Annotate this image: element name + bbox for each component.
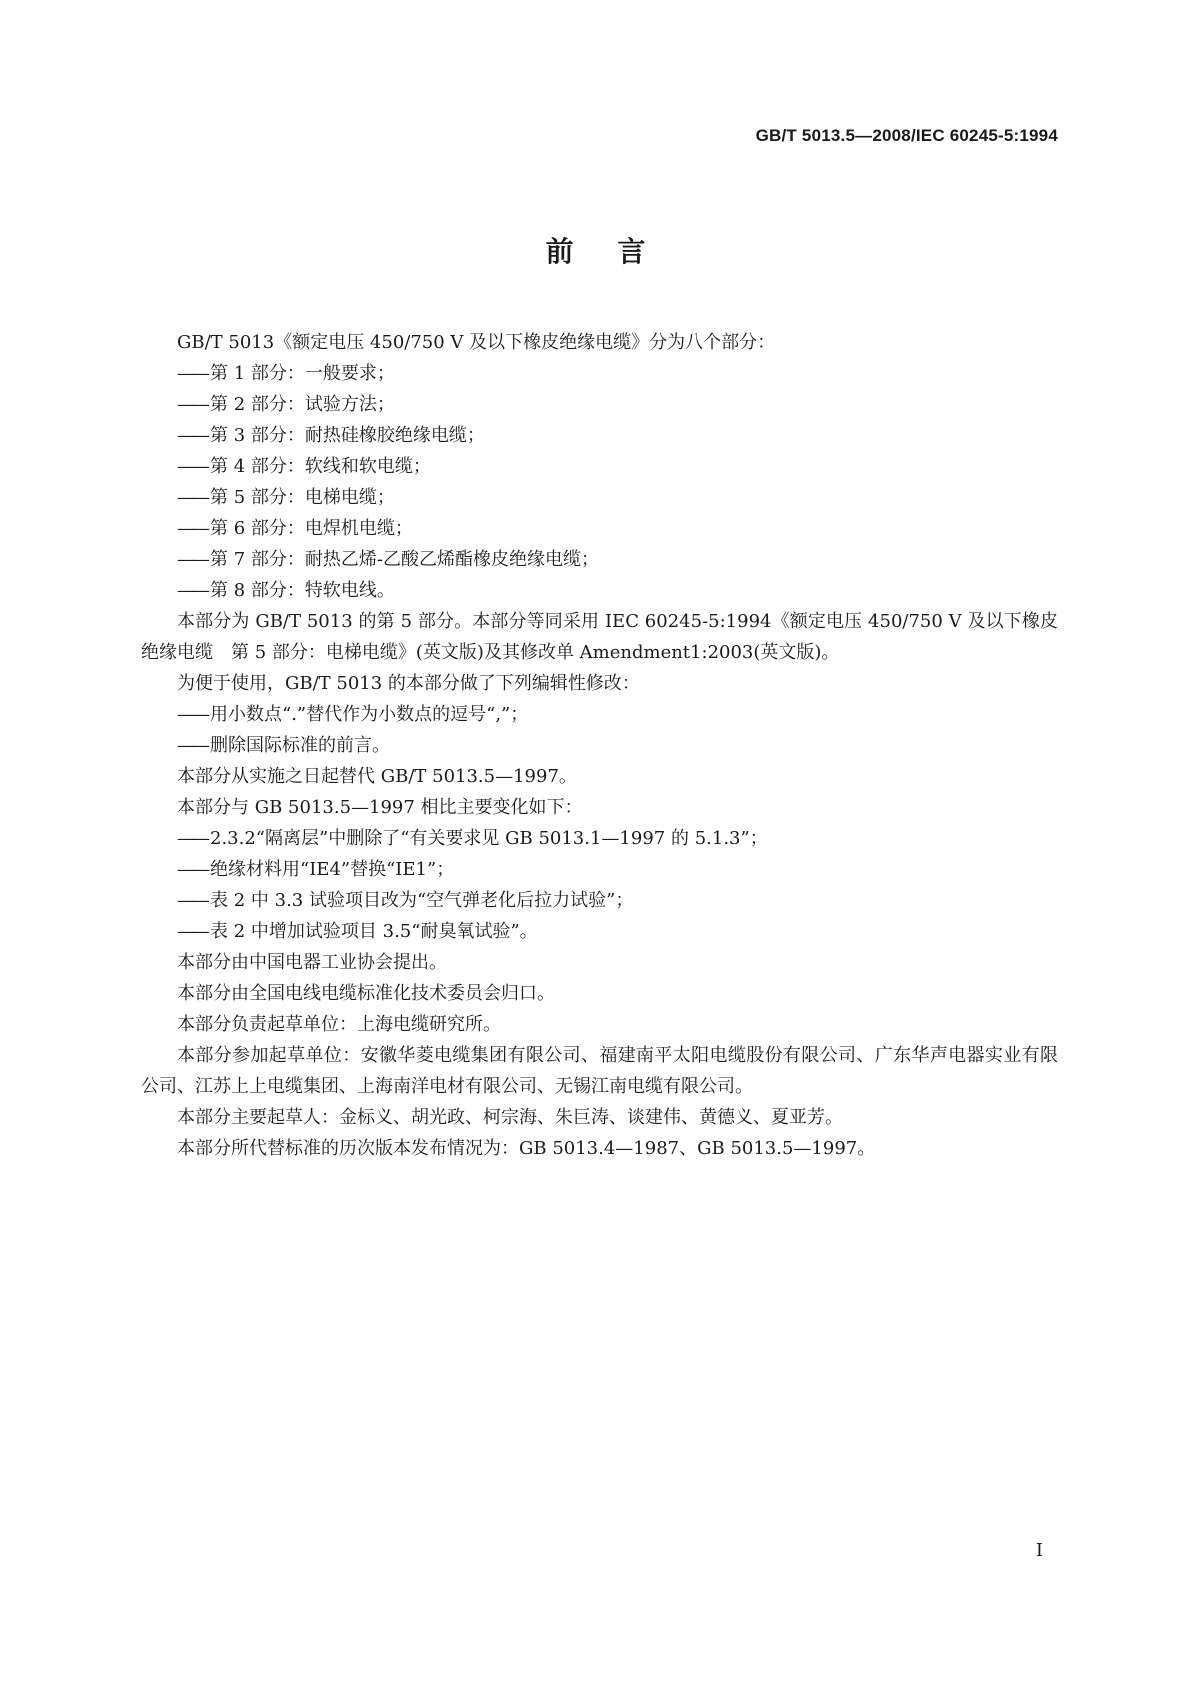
list-item <box>141 451 1058 482</box>
dash: —— <box>177 921 207 942</box>
part-5: 第 5 部分：电梯电缆； <box>210 487 395 508</box>
list-item <box>141 730 1058 761</box>
dash: —— <box>177 425 207 446</box>
list-item <box>141 389 1058 420</box>
participating-units-paragraph: 本部分参加起草单位：安徽华菱电缆集团有限公司、福建南平太阳电缆股份有限公司、广东华声电器实业有限公司、江苏上上电缆集团、上海南洋电材有限公司、无锡江南电缆有限公司。 <box>141 1045 1058 1097</box>
list-item <box>141 575 1058 606</box>
list-item <box>141 544 1058 575</box>
part-4: 第 4 部分：软线和软电缆； <box>210 456 431 477</box>
part-8: 第 8 部分：特软电线。 <box>210 580 395 601</box>
dash: —— <box>177 704 207 725</box>
drafting-unit-paragraph: 本部分负责起草单位：上海电缆研究所。 <box>177 1014 501 1035</box>
changes-intro: 本部分与 GB 5013.5—1997 相比主要变化如下： <box>177 797 583 818</box>
editorial-intro: 为便于使用，GB/T 5013 的本部分做了下列编辑性修改： <box>177 673 640 694</box>
dash: —— <box>177 735 207 756</box>
dash: —— <box>177 549 207 570</box>
editorial-item-2: 删除国际标准的前言。 <box>210 735 390 756</box>
intro-paragraph: GB/T 5013《额定电压 450/750 V 及以下橡皮绝缘电缆》分为八个部分： <box>177 332 776 353</box>
change-item-4: 表 2 中增加试验项目 3.5“耐臭氧试验”。 <box>210 921 538 942</box>
list-item <box>141 916 1058 947</box>
dash: —— <box>177 828 207 849</box>
dash: —— <box>177 363 207 384</box>
part-3: 第 3 部分：耐热硅橡胶绝缘电缆； <box>210 425 485 446</box>
dash: —— <box>177 859 207 880</box>
list-item <box>141 420 1058 451</box>
replaces-paragraph: 本部分从实施之日起替代 GB/T 5013.5—1997。 <box>177 766 577 787</box>
page-title: 前言 <box>545 235 690 268</box>
foreword-body <box>141 327 1058 1164</box>
dash: —— <box>177 890 207 911</box>
part-2: 第 2 部分：试验方法； <box>210 394 395 415</box>
list-item <box>141 358 1058 389</box>
change-item-2: 绝缘材料用“IE4”替换“IE1”； <box>210 859 455 880</box>
history-paragraph: 本部分所代替标准的历次版本发布情况为：GB 5013.4—1987、GB 5013.5—1997。 <box>177 1138 876 1159</box>
part-7: 第 7 部分：耐热乙烯-乙酸乙烯酯橡皮绝缘电缆； <box>210 549 599 570</box>
dash: —— <box>177 394 207 415</box>
proposed-by-paragraph: 本部分由中国电器工业协会提出。 <box>177 952 447 973</box>
list-item <box>141 854 1058 885</box>
adoption-paragraph: 本部分为 GB/T 5013 的第 5 部分。本部分等同采用 IEC 60245-5:1994《额定电压 450/750 V 及以下橡皮绝缘电缆 第 5 部分：电梯电缆》(英文版)及其修改单 Amendment1:2003(英文版)。 <box>141 611 1058 663</box>
editorial-item-1: 用小数点“.”替代作为小数点的逗号“,”； <box>210 704 529 725</box>
list-item <box>141 482 1058 513</box>
list-item <box>141 885 1058 916</box>
dash: —— <box>177 456 207 477</box>
part-6: 第 6 部分：电焊机电缆； <box>210 518 413 539</box>
dash: —— <box>177 518 207 539</box>
dash: —— <box>177 487 207 508</box>
change-item-3: 表 2 中 3.3 试验项目改为“空气弹老化后拉力试验”； <box>210 890 634 911</box>
list-item <box>141 823 1058 854</box>
standard-number: GB/T 5013.5—2008/IEC 60245-5:1994 <box>755 126 1058 145</box>
list-item <box>141 513 1058 544</box>
change-item-1: 2.3.2“隔离层”中删除了“有关要求见 GB 5013.1—1997 的 5.1.3”； <box>210 828 768 849</box>
part-1: 第 1 部分：一般要求； <box>210 363 395 384</box>
list-item <box>141 699 1058 730</box>
drafters-paragraph: 本部分主要起草人：金标义、胡光政、柯宗海、朱巨涛、谈建伟、黄德义、夏亚芳。 <box>177 1107 843 1128</box>
dash: —— <box>177 580 207 601</box>
centralized-by-paragraph: 本部分由全国电线电缆标准化技术委员会归口。 <box>177 983 555 1004</box>
page-number: I <box>1035 1540 1043 1561</box>
